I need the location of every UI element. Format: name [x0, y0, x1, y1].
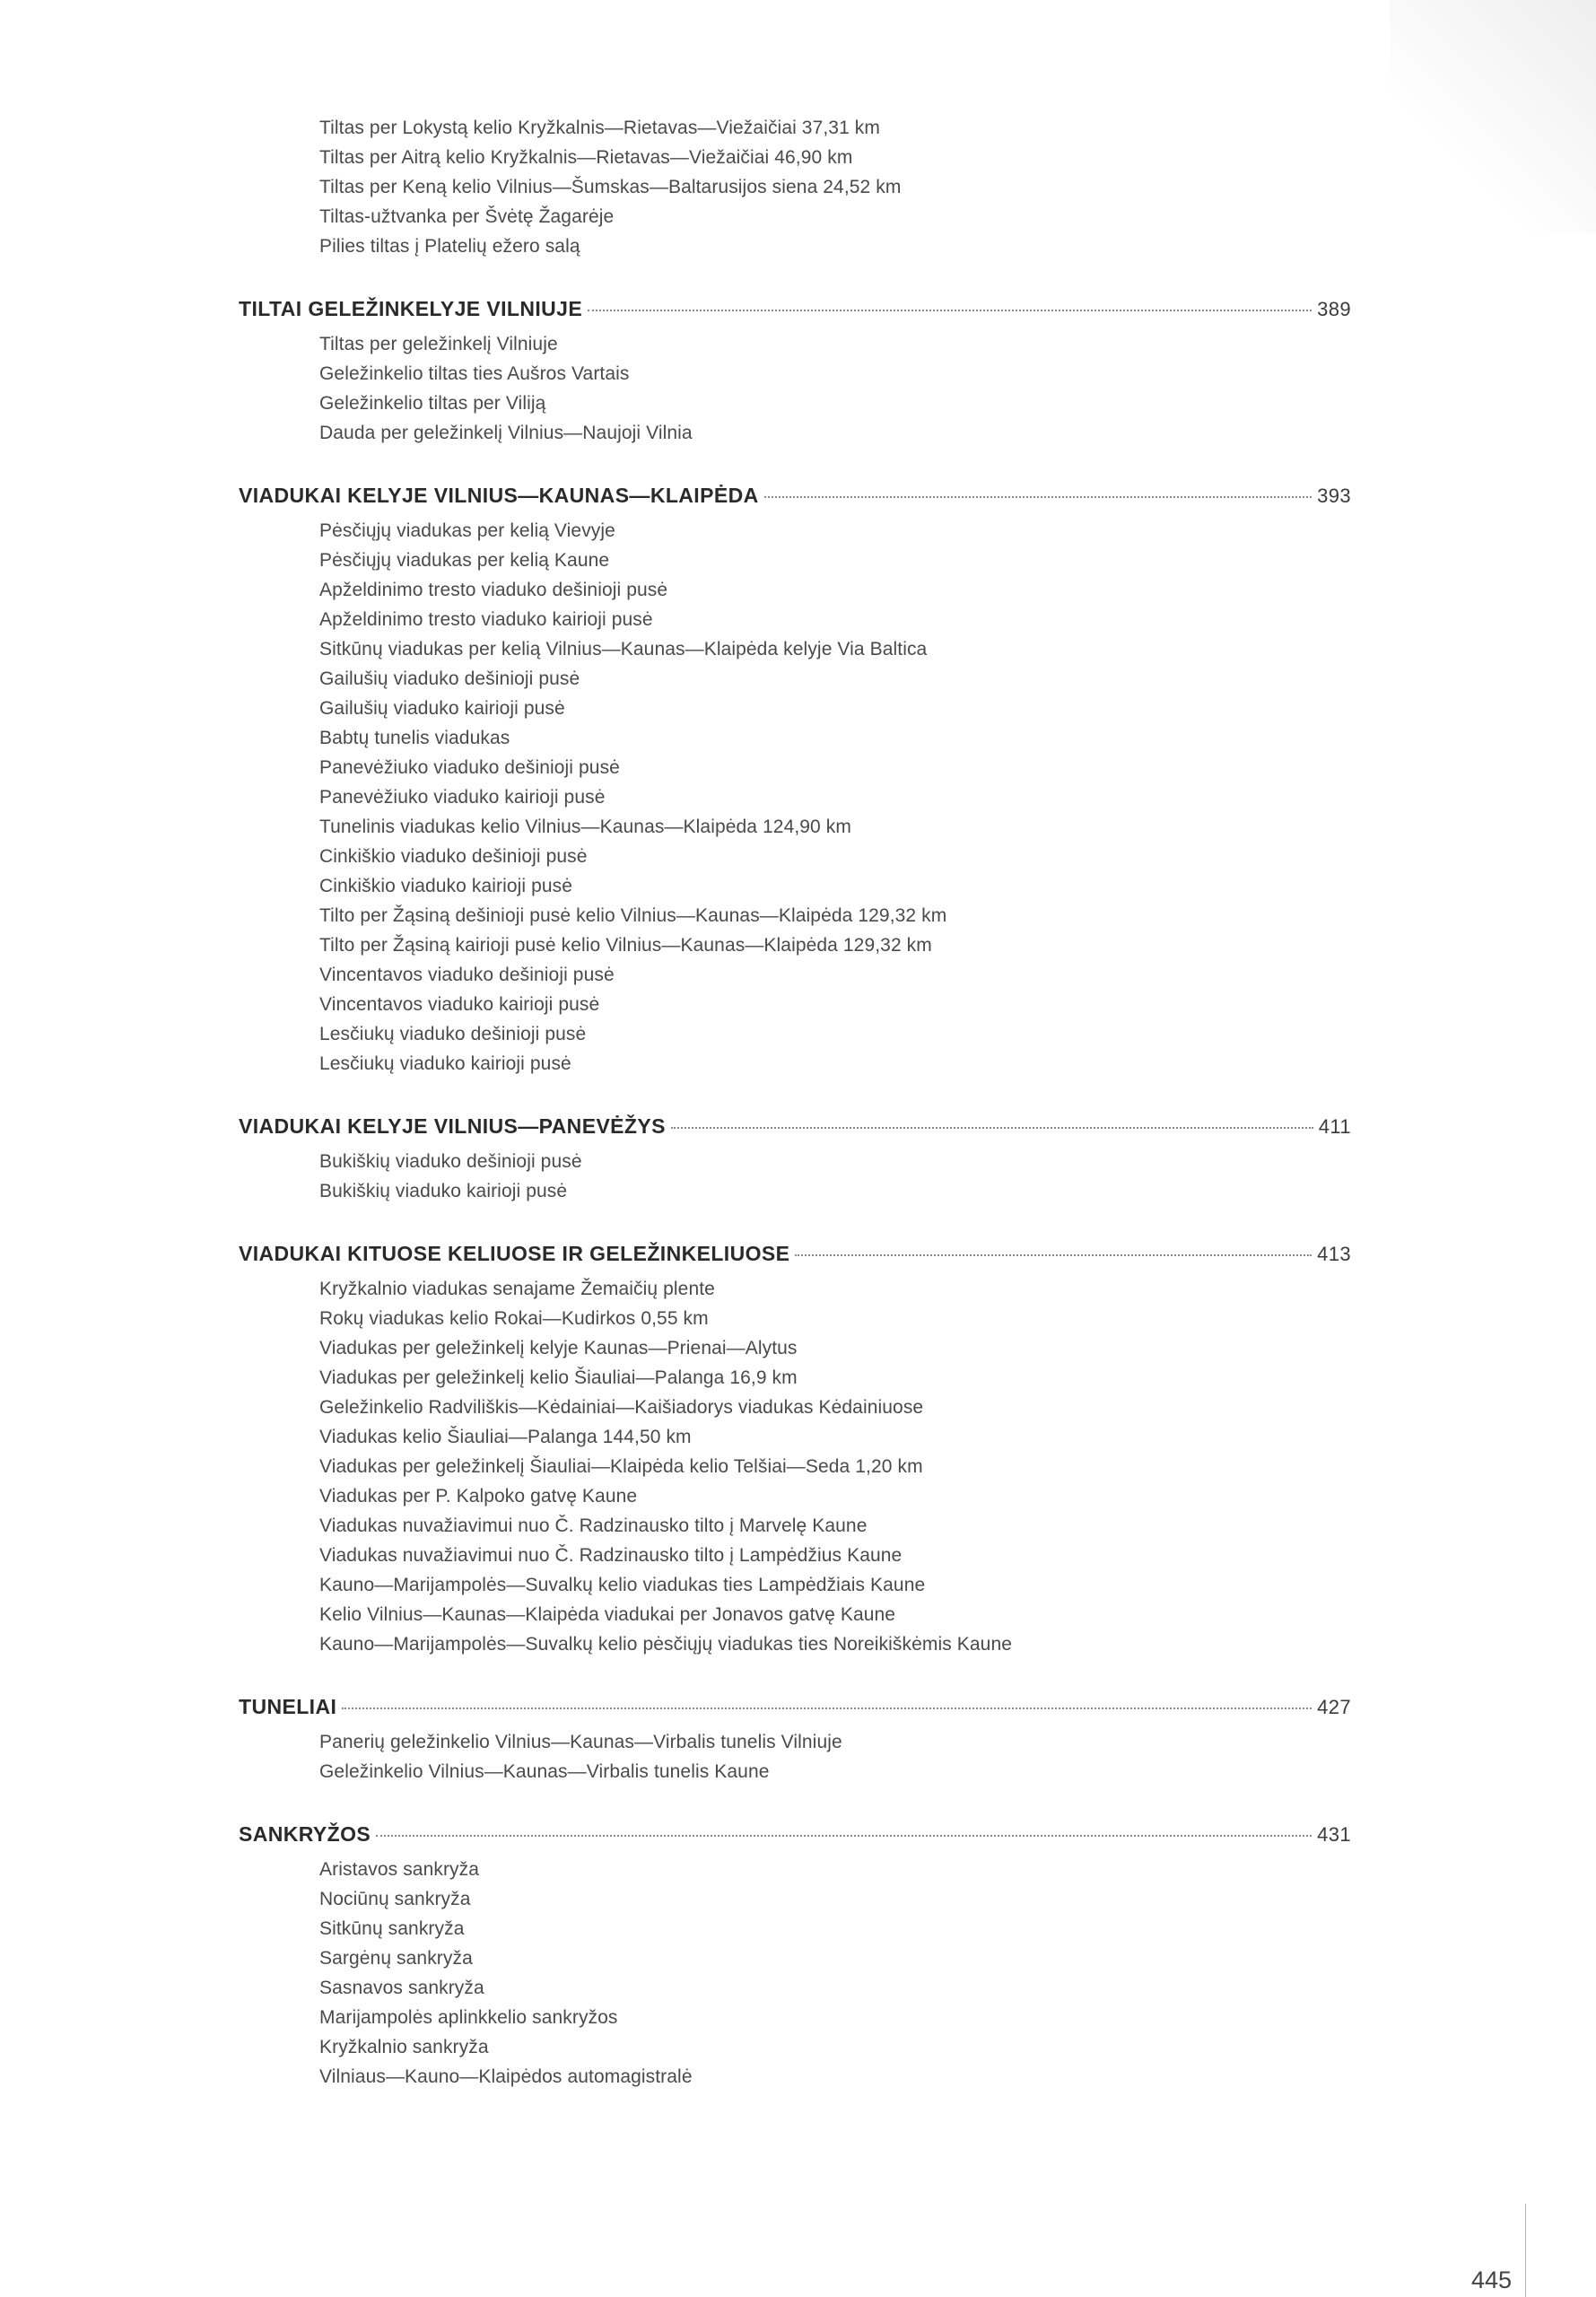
section-title: VIADUKAI KELYJE VILNIUS—KAUNAS—KLAIPĖDA	[239, 484, 759, 507]
toc-entry: Panevėžiuko viaduko kairioji pusė	[319, 787, 606, 808]
toc-entry: Marijampolės aplinkkelio sankryžos	[319, 2007, 618, 2028]
dot-leader	[588, 310, 1312, 311]
toc-entry: Babtų tunelis viadukas	[319, 728, 510, 748]
toc-entry: Viadukas per geležinkelį kelyje Kaunas—Prienai—Alytus	[319, 1338, 798, 1358]
toc-entry: Lesčiukų viaduko dešinioji pusė	[319, 1024, 587, 1044]
toc-entry: Viadukas nuvažiavimui nuo Č. Radzinausko tilto į Lampėdžius Kaune	[319, 1545, 903, 1566]
toc-entry: Tiltas-užtvanka per Švėtę Žagarėje	[319, 206, 615, 227]
toc-entry: Apželdinimo tresto viaduko kairioji pusė	[319, 609, 653, 630]
toc-entry: Geležinkelio tiltas ties Aušros Vartais	[319, 363, 630, 384]
section-page-number: 431	[1317, 1823, 1351, 1846]
toc-entry: Sitkūnų viadukas per kelią Vilnius—Kaunas—Klaipėda kelyje Via Baltica	[319, 639, 928, 659]
toc-entry: Vincentavos viaduko dešinioji pusė	[319, 965, 615, 985]
dot-leader	[795, 1254, 1312, 1256]
toc-entry: Geležinkelio Vilnius—Kaunas—Virbalis tunelis Kaune	[319, 1761, 770, 1782]
toc-section	[239, 1114, 1351, 1206]
section-title: TILTAI GELEŽINKELYJE VILNIUJE	[239, 297, 583, 320]
toc-section	[239, 297, 1351, 448]
toc-entry: Pėsčiųjų viadukas per kelią Vievyje	[319, 520, 615, 541]
section-heading	[239, 1695, 1351, 1727]
toc-entry: Viadukas per geležinkelį kelio Šiauliai—Palanga 16,9 km	[319, 1367, 798, 1388]
toc-entry: Tilto per Žąsiną kairioji pusė kelio Vilnius—Kaunas—Klaipėda 129,32 km	[319, 935, 932, 956]
toc-entry: Viadukas per P. Kalpoko gatvę Kaune	[319, 1486, 638, 1507]
toc-entry: Tunelinis viadukas kelio Vilnius—Kaunas—Klaipėda 124,90 km	[319, 817, 851, 837]
toc-section	[239, 484, 1351, 1079]
section-page-number: 411	[1318, 1115, 1351, 1138]
toc-entry: Aristavos sankryža	[319, 1859, 480, 1880]
toc-entry: Viadukas kelio Šiauliai—Palanga 144,50 km	[319, 1427, 692, 1447]
dot-leader	[764, 496, 1312, 498]
dot-leader	[671, 1127, 1313, 1129]
toc-entry: Dauda per geležinkelį Vilnius—Naujoji Vilnia	[319, 423, 693, 443]
toc-entry: Tilto per Žąsiną dešinioji pusė kelio Vilnius—Kaunas—Klaipėda 129,32 km	[319, 905, 947, 926]
toc-entry: Bukiškių viaduko dešinioji pusė	[319, 1151, 582, 1172]
section-heading	[239, 1822, 1351, 1855]
toc-section	[239, 1695, 1351, 1786]
toc-entry: Sitkūnų sankryža	[319, 1918, 465, 1939]
toc-entry: Viadukas per geležinkelį Šiauliai—Klaipėda kelio Telšiai—Seda 1,20 km	[319, 1456, 923, 1477]
section-title: SANKRYŽOS	[239, 1822, 371, 1846]
section-title: VIADUKAI KITUOSE KELIUOSE IR GELEŽINKELIUOSE	[239, 1242, 790, 1265]
section-title: VIADUKAI KELYJE VILNIUS—PANEVĖŽYS	[239, 1114, 666, 1138]
toc-entry: Viadukas nuvažiavimui nuo Č. Radzinausko tilto į Marvelę Kaune	[319, 1515, 868, 1536]
section-page-number: 427	[1317, 1696, 1351, 1718]
toc-entry: Sasnavos sankryža	[319, 1978, 484, 1998]
toc-entry: Geležinkelio Radviliškis—Kėdainiai—Kaišiadorys viadukas Kėdainiuose	[319, 1397, 924, 1418]
toc-entry: Sargėnų sankryža	[319, 1948, 473, 1969]
toc-entry: Tiltas per Lokystą kelio Kryžkalnis—Rietavas—Viežaičiai 37,31 km	[319, 118, 880, 138]
toc-entry: Pilies tiltas į Platelių ežero salą	[319, 236, 580, 257]
toc-entry: Kryžkalnio sankryža	[319, 2037, 489, 2057]
toc-entry: Panevėžiuko viaduko dešinioji pusė	[319, 757, 620, 778]
dot-leader	[376, 1835, 1312, 1837]
toc-entry: Kauno—Marijampolės—Suvalkų kelio viadukas ties Lampėdžiais Kaune	[319, 1575, 926, 1595]
intro-list	[239, 113, 1351, 261]
section-heading	[239, 297, 1351, 329]
toc-entry: Nociūnų sankryža	[319, 1889, 471, 1909]
section-title: TUNELIAI	[239, 1695, 337, 1718]
toc-entry: Geležinkelio tiltas per Viliją	[319, 393, 546, 414]
toc-entry: Cinkiškio viaduko dešinioji pusė	[319, 846, 588, 867]
toc-section	[239, 1242, 1351, 1659]
toc-entry: Pėsčiųjų viadukas per kelią Kaune	[319, 550, 610, 571]
section-page-number: 413	[1317, 1243, 1351, 1265]
toc-entry: Rokų viadukas kelio Rokai—Kudirkos 0,55 km	[319, 1308, 709, 1329]
section-heading	[239, 484, 1351, 516]
toc-entry: Gailušių viaduko kairioji pusė	[319, 698, 565, 719]
dot-leader	[342, 1707, 1312, 1709]
section-heading	[239, 1242, 1351, 1274]
toc-entry: Kauno—Marijampolės—Suvalkų kelio pėsčiųjų viadukas ties Noreikiškėmis Kaune	[319, 1634, 1013, 1655]
section-page-number: 393	[1317, 485, 1351, 507]
toc-entry: Gailušių viaduko dešinioji pusė	[319, 668, 580, 689]
toc-entry: Kelio Vilnius—Kaunas—Klaipėda viadukai per Jonavos gatvę Kaune	[319, 1604, 896, 1625]
folio-rule	[1525, 2204, 1526, 2297]
toc-entry: Bukiškių viaduko kairioji pusė	[319, 1181, 568, 1201]
section-heading	[239, 1114, 1351, 1147]
toc-entry: Tiltas per geležinkelį Vilniuje	[319, 334, 558, 354]
toc-entry: Vilniaus—Kauno—Klaipėdos automagistralė	[319, 2066, 693, 2087]
toc-entry: Kryžkalnio viadukas senajame Žemaičių plente	[319, 1279, 715, 1299]
toc-entry: Tiltas per Keną kelio Vilnius—Šumskas—Baltarusijos siena 24,52 km	[319, 177, 902, 197]
toc-entry: Vincentavos viaduko kairioji pusė	[319, 994, 600, 1015]
table-of-contents	[239, 113, 1351, 2092]
section-page-number: 389	[1317, 298, 1351, 320]
toc-entry: Apželdinimo tresto viaduko dešinioji pusė	[319, 580, 668, 600]
page-number: 445	[1471, 2266, 1513, 2293]
toc-entry: Lesčiukų viaduko kairioji pusė	[319, 1053, 571, 1074]
toc-entry: Panerių geležinkelio Vilnius—Kaunas—Virbalis tunelis Vilniuje	[319, 1732, 842, 1752]
toc-entry: Tiltas per Aitrą kelio Kryžkalnis—Rietavas—Viežaičiai 46,90 km	[319, 147, 853, 168]
toc-section	[239, 1822, 1351, 2092]
toc-entry: Cinkiškio viaduko kairioji pusė	[319, 876, 573, 896]
page-shading	[1390, 0, 1596, 233]
